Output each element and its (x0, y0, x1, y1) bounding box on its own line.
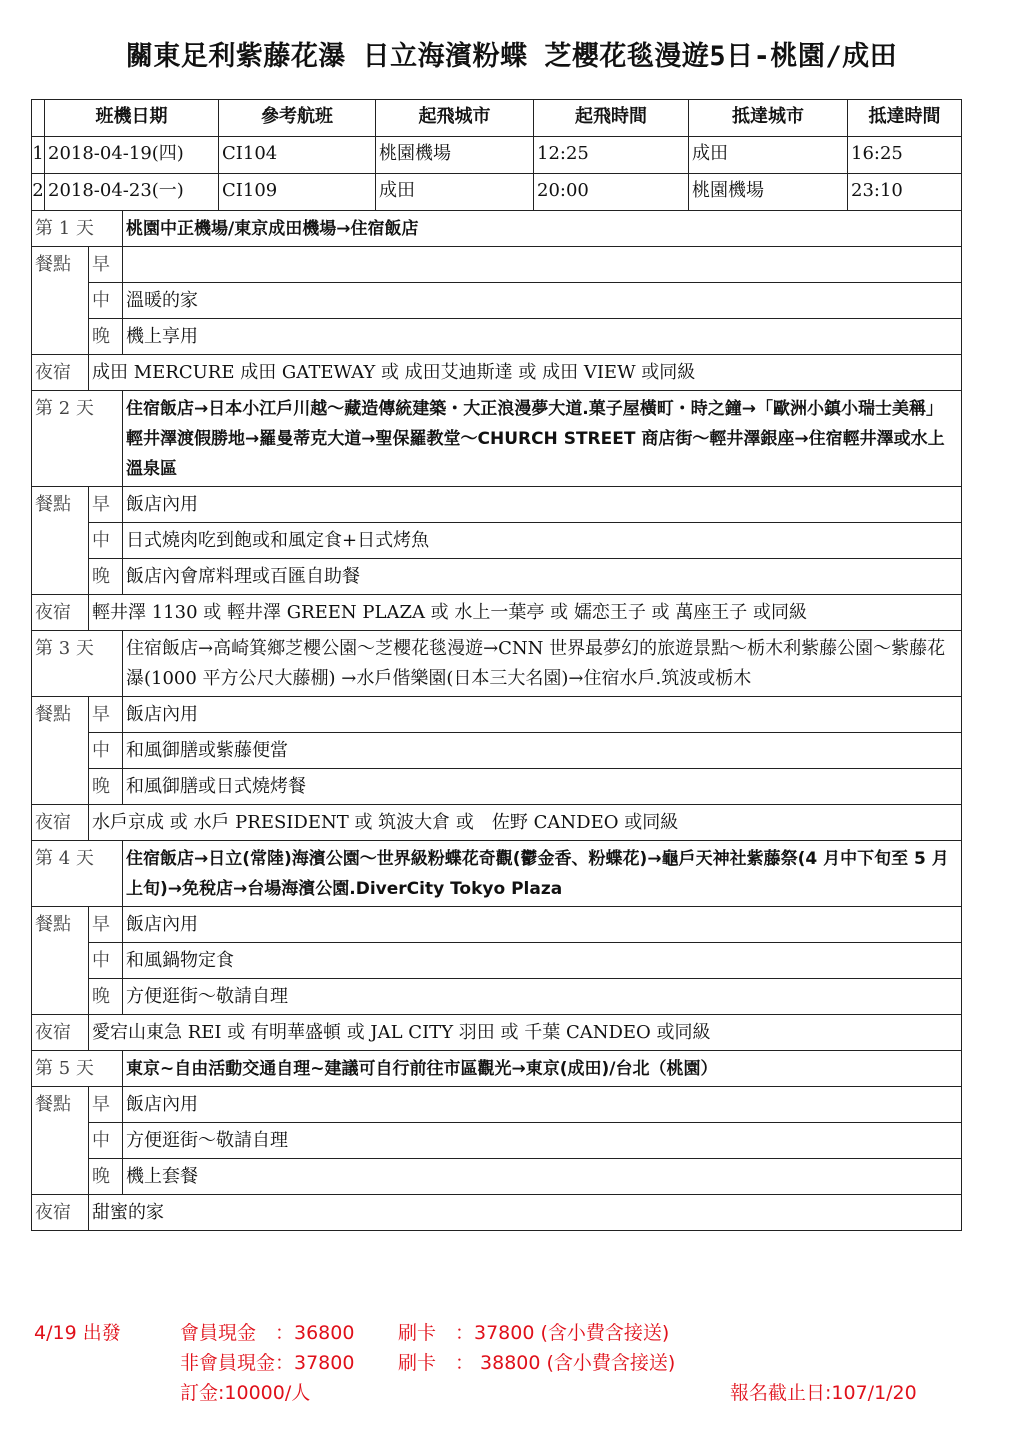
meal-type: 中 (89, 523, 123, 559)
day-label: 第 5 天 (32, 1051, 123, 1087)
hotel-label: 夜宿 (32, 805, 89, 841)
meals-label: 餐點 (32, 487, 89, 595)
hotel-row (32, 595, 962, 631)
meal-row (32, 487, 962, 523)
meal-type: 晚 (89, 979, 123, 1015)
meal-row (32, 1087, 962, 1123)
day-route: 住宿飯店→高崎箕鄉芝櫻公園～芝櫻花毯漫遊→CNN 世界最夢幻的旅遊景點～栃木利紫藤公園～紫藤花瀑(1000 平方公尺大藤棚) →水戶偕樂園(日本三大名園)→住宿水戶.筑波或栃木 (123, 631, 962, 697)
lunch-cell: 日式燒肉吃到飽或和風定食+日式烤魚 (123, 523, 962, 559)
header-dep: 起飛時間 (534, 100, 689, 137)
meal-type: 早 (89, 247, 123, 283)
flight-date: 2018-04-19(四) (45, 137, 219, 174)
day-route: 住宿飯店→日立(常陸)海濱公園～世界級粉蝶花奇觀(鬱金香、粉蝶花)→龜戶天神社紫藤祭(4 月中下旬至 5 月上旬)→免稅店→台場海濱公園.DiverCity Tokyo Plaza (123, 841, 962, 907)
meal-row (32, 1159, 962, 1195)
flight-date: 2018-04-23(一) (45, 174, 219, 211)
flight-from: 成田 (376, 174, 534, 211)
dinner-cell: 方便逛街～敬請自理 (123, 979, 962, 1015)
header-date: 班機日期 (45, 100, 219, 137)
flight-arr: 16:25 (848, 137, 962, 174)
flight-no: 2 (32, 174, 45, 211)
meal-type: 早 (89, 1087, 123, 1123)
header-from: 起飛城市 (376, 100, 534, 137)
breakfast-cell (123, 247, 962, 283)
hotel-row (32, 1195, 962, 1231)
meal-row (32, 247, 962, 283)
day-row (32, 841, 962, 907)
day-route: 桃園中正機場/東京成田機場→住宿飯店 (123, 211, 962, 247)
meal-type: 中 (89, 1123, 123, 1159)
meals-label: 餐點 (32, 1087, 89, 1195)
registration-deadline: 報名截止日:107/1/20 (730, 1382, 917, 1404)
dinner-cell: 和風御膳或日式燒烤餐 (123, 769, 962, 805)
hotel-cell: 輕井澤 1130 或 輕井澤 GREEN PLAZA 或 水上一葉亭 或 嬬恋王子 或 萬座王子 或同級 (89, 595, 962, 631)
meal-type: 晚 (89, 559, 123, 595)
meal-type: 早 (89, 697, 123, 733)
hotel-cell: 成田 MERCURE 成田 GATEWAY 或 成田艾迪斯達 或 成田 VIEW 或同級 (89, 355, 962, 391)
flight-dep: 12:25 (534, 137, 689, 174)
nonmember-card-price: 刷卡 ： 38800 (含小費含接送) (398, 1352, 676, 1374)
member-cash-price: 會員現金 ：36800 (180, 1322, 355, 1344)
flight-no: 1 (32, 137, 45, 174)
meal-row (32, 943, 962, 979)
flight-to: 桃園機場 (689, 174, 848, 211)
meal-row (32, 907, 962, 943)
page-title: 關東足利紫藤花瀑 日立海濱粉蝶 芝櫻花毯漫遊5日-桃園/成田 (125, 41, 898, 72)
nonmember-cash-price: 非會員現金：37800 (180, 1352, 355, 1374)
header-flight: 參考航班 (219, 100, 376, 137)
day-route: 東京~自由活動交通自理~建議可自行前往市區觀光→東京(成田)/台北（桃園） (123, 1051, 962, 1087)
meal-type: 晚 (89, 319, 123, 355)
itinerary-table (31, 99, 962, 1231)
meal-row (32, 559, 962, 595)
flight-header-row (32, 100, 962, 137)
flight-to: 成田 (689, 137, 848, 174)
meal-row (32, 979, 962, 1015)
lunch-cell: 和風鍋物定食 (123, 943, 962, 979)
meal-row (32, 1123, 962, 1159)
flight-dep: 20:00 (534, 174, 689, 211)
meals-label: 餐點 (32, 247, 89, 355)
meals-label: 餐點 (32, 907, 89, 1015)
day-row (32, 391, 962, 487)
flight-row (32, 174, 962, 211)
breakfast-cell: 飯店內用 (123, 1087, 962, 1123)
meal-type: 中 (89, 943, 123, 979)
day-row (32, 631, 962, 697)
day-label: 第 4 天 (32, 841, 123, 907)
header-no (32, 100, 45, 137)
hotel-label: 夜宿 (32, 1015, 89, 1051)
price-block (34, 1318, 954, 1408)
hotel-row (32, 805, 962, 841)
meal-row (32, 697, 962, 733)
lunch-cell: 溫暖的家 (123, 283, 962, 319)
day-row (32, 1051, 962, 1087)
lunch-cell: 方便逛街～敬請自理 (123, 1123, 962, 1159)
hotel-cell: 水戶京成 或 水戶 PRESIDENT 或 筑波大倉 或 佐野 CANDEO 或同級 (89, 805, 962, 841)
breakfast-cell: 飯店內用 (123, 907, 962, 943)
meal-row (32, 769, 962, 805)
meal-row (32, 733, 962, 769)
flight-from: 桃園機場 (376, 137, 534, 174)
lunch-cell: 和風御膳或紫藤便當 (123, 733, 962, 769)
meal-type: 早 (89, 907, 123, 943)
day-label: 第 1 天 (32, 211, 123, 247)
header-arr: 抵達時間 (848, 100, 962, 137)
flight-number: CI109 (219, 174, 376, 211)
hotel-cell: 甜蜜的家 (89, 1195, 962, 1231)
meal-type: 晚 (89, 1159, 123, 1195)
member-card-price: 刷卡 ：37800 (含小費含接送) (398, 1322, 670, 1344)
flight-number: CI104 (219, 137, 376, 174)
flight-row (32, 137, 962, 174)
meal-type: 早 (89, 487, 123, 523)
meals-label: 餐點 (32, 697, 89, 805)
dinner-cell: 機上享用 (123, 319, 962, 355)
departure-date: 4/19 出發 (34, 1322, 121, 1344)
breakfast-cell: 飯店內用 (123, 487, 962, 523)
meal-type: 中 (89, 733, 123, 769)
deposit: 訂金:10000/人 (180, 1382, 311, 1404)
hotel-cell: 愛宕山東急 REI 或 有明華盛頓 或 JAL CITY 羽田 或 千葉 CANDEO 或同級 (89, 1015, 962, 1051)
hotel-row (32, 355, 962, 391)
day-route: 住宿飯店→日本小江戶川越～藏造傳統建築・大正浪漫夢大道.菓子屋橫町・時之鐘→「歐洲小鎮小瑞士美稱」輕井澤渡假勝地→羅曼蒂克大道→聖保羅教堂～CHURCH STREET 商店街～輕井澤銀座→住宿輕井澤或水上溫泉區 (123, 391, 962, 487)
hotel-row (32, 1015, 962, 1051)
meal-row (32, 283, 962, 319)
day-label: 第 3 天 (32, 631, 123, 697)
flight-arr: 23:10 (848, 174, 962, 211)
meal-type: 中 (89, 283, 123, 319)
hotel-label: 夜宿 (32, 1195, 89, 1231)
hotel-label: 夜宿 (32, 355, 89, 391)
breakfast-cell: 飯店內用 (123, 697, 962, 733)
day-row (32, 211, 962, 247)
header-to: 抵達城市 (689, 100, 848, 137)
dinner-cell: 飯店內會席料理或百匯自助餐 (123, 559, 962, 595)
day-label: 第 2 天 (32, 391, 123, 487)
meal-type: 晚 (89, 769, 123, 805)
meal-row (32, 523, 962, 559)
meal-row (32, 319, 962, 355)
hotel-label: 夜宿 (32, 595, 89, 631)
dinner-cell: 機上套餐 (123, 1159, 962, 1195)
